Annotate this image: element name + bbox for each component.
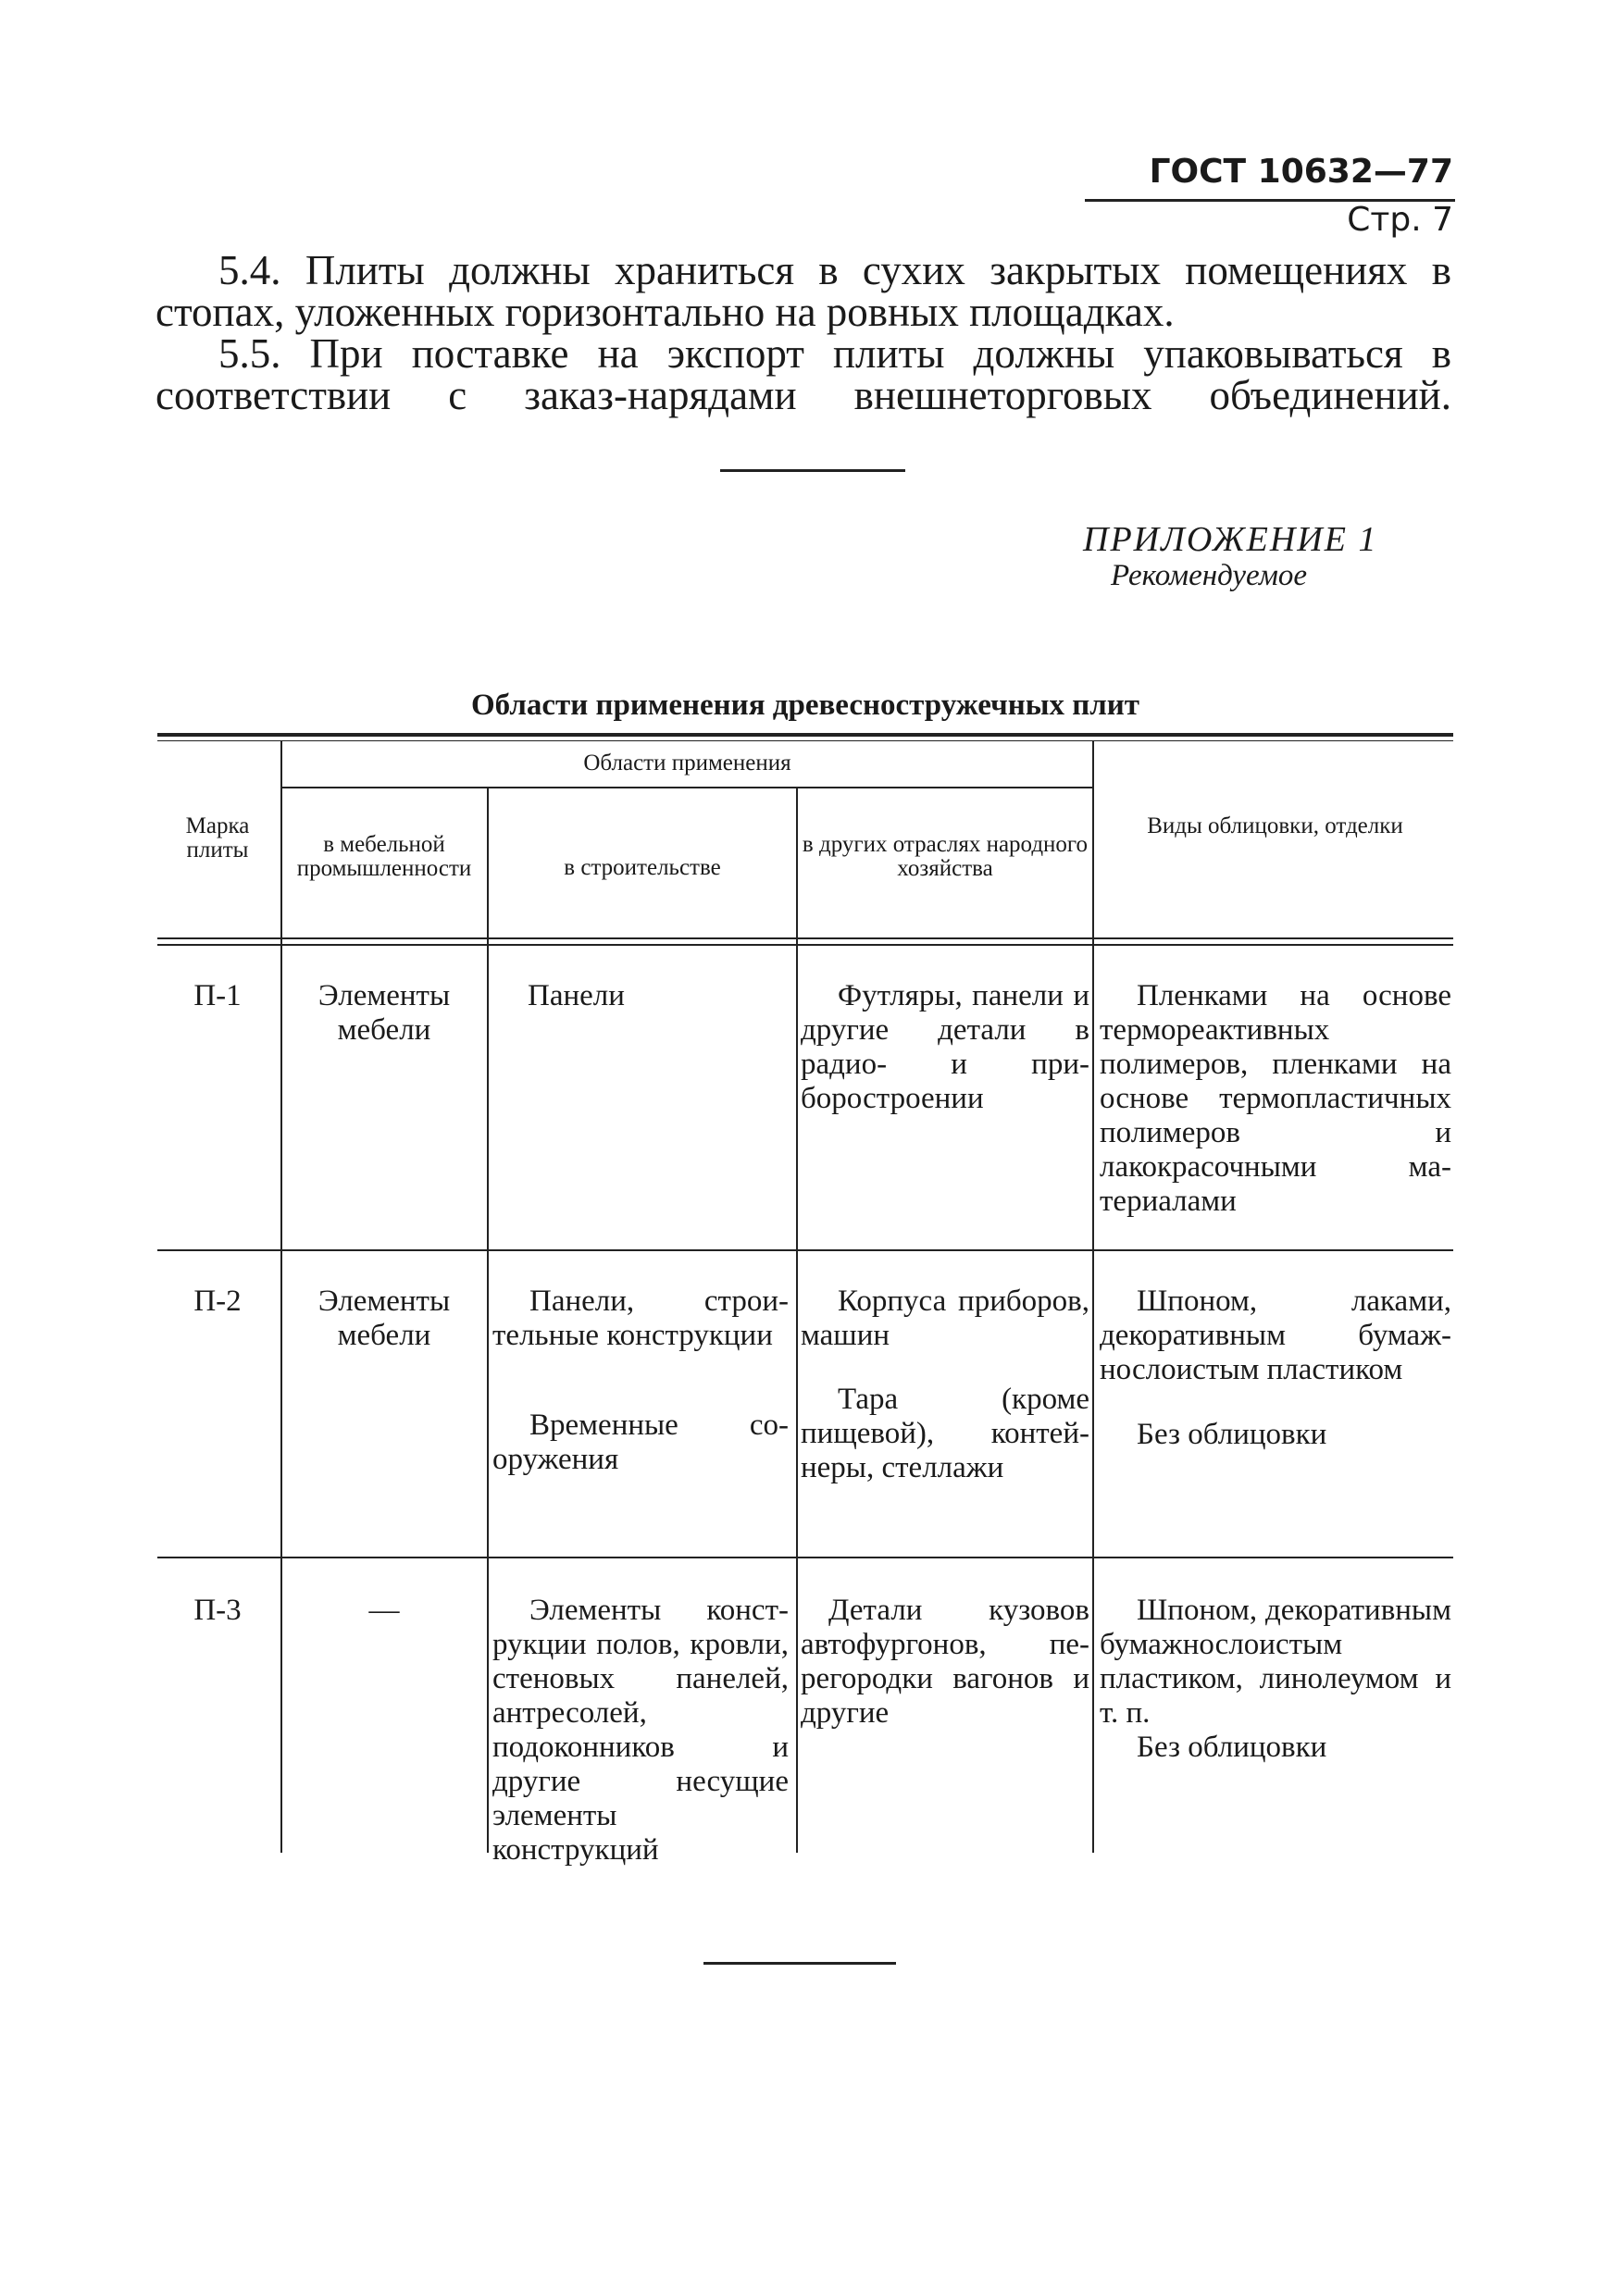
header-bottom-rule-2 <box>157 944 1453 946</box>
table-title: Области применения древесностружечных плит <box>471 689 1139 722</box>
section-separator <box>720 469 905 472</box>
page-header <box>1074 148 1453 244</box>
header-construction: в строительстве <box>564 855 721 880</box>
header-bottom-rule <box>157 937 1453 939</box>
header-rule <box>1085 199 1455 202</box>
column-divider <box>487 788 489 1853</box>
paragraph-5-5: 5.5. При поставке на экспорт плиты должны упаковываться в соответствии с заказ-нарядами внешнеторговых объединений. <box>156 330 1451 418</box>
row2-furniture: Элементы мебели <box>317 1285 451 1352</box>
table-top-rule <box>157 733 1453 737</box>
row2-construction-2: Временные сооружения <box>492 1409 789 1476</box>
appendix-title: ПРИЛОЖЕНИЕ 1 <box>1083 520 1378 559</box>
column-divider <box>280 740 282 1853</box>
page-number: Стр. 7 <box>1347 201 1453 239</box>
row3-finish-1: Шпоном, декоративным бумажнослоистым пластиком, линолеумом и т. п. <box>1100 1594 1451 1730</box>
row1-other: Футляры, панели и другие детали в радио- и приборостроении <box>801 979 1089 1115</box>
table-top-rule-thin <box>157 740 1453 741</box>
row-separator <box>157 1249 1453 1251</box>
row1-finish: Пленками на основе термореактивных полимеров, пленками на основе термопластичных полимеров и лакокрасочными материалами <box>1100 979 1451 1218</box>
row2-other-1: Корпуса приборов, машин <box>801 1285 1089 1352</box>
row3-other: Детали кузовов автофургонов, перегородки вагонов и другие <box>801 1594 1089 1730</box>
row1-furniture: Элементы мебели <box>317 979 451 1047</box>
header-finish: Виды облицовки, отделки <box>1147 813 1403 838</box>
header-furniture: в мебельной промышленности <box>296 832 472 881</box>
appendix-subtitle: Рекомендуемое <box>1111 559 1308 592</box>
row1-construction: Панели <box>528 979 625 1012</box>
standard-number: ГОСТ 10632—77 <box>1149 153 1453 191</box>
row1-mark: П-1 <box>193 979 242 1012</box>
row3-furniture: — <box>368 1594 400 1627</box>
row-separator <box>157 1557 1453 1558</box>
header-other: в других отраслях народного хозяйства <box>802 832 1089 881</box>
areas-subheader-rule <box>282 787 1092 788</box>
row2-finish-1: Шпоном, лаками, декоративным бумажнослоистым пластиком <box>1100 1285 1451 1386</box>
paragraph-5-4: 5.4. Плиты должны храниться в сухих закрытых помещениях в стопах, уложенных горизонтально на ровных площадках. <box>156 247 1451 335</box>
column-divider <box>796 788 798 1853</box>
header-areas: Области применения <box>583 751 791 776</box>
row2-finish-2: Без облицовки <box>1137 1418 1327 1451</box>
row3-construction: Элементы конструкции полов, кровли, стеновых панелей, антресолей, подоконников и другие несущие элементы конструкций <box>492 1594 789 1867</box>
row2-mark: П-2 <box>193 1285 242 1318</box>
column-divider <box>1092 740 1094 1853</box>
row3-mark: П-3 <box>193 1594 242 1627</box>
row2-other-2: Тара (кроме пищевой), контейнеры, стеллажи <box>801 1383 1089 1484</box>
header-mark: Марка плиты <box>185 813 250 863</box>
row2-construction-1: Панели, строительные конструкции <box>492 1285 789 1352</box>
end-separator <box>703 1962 896 1965</box>
row3-finish-2: Без облицовки <box>1137 1731 1327 1764</box>
